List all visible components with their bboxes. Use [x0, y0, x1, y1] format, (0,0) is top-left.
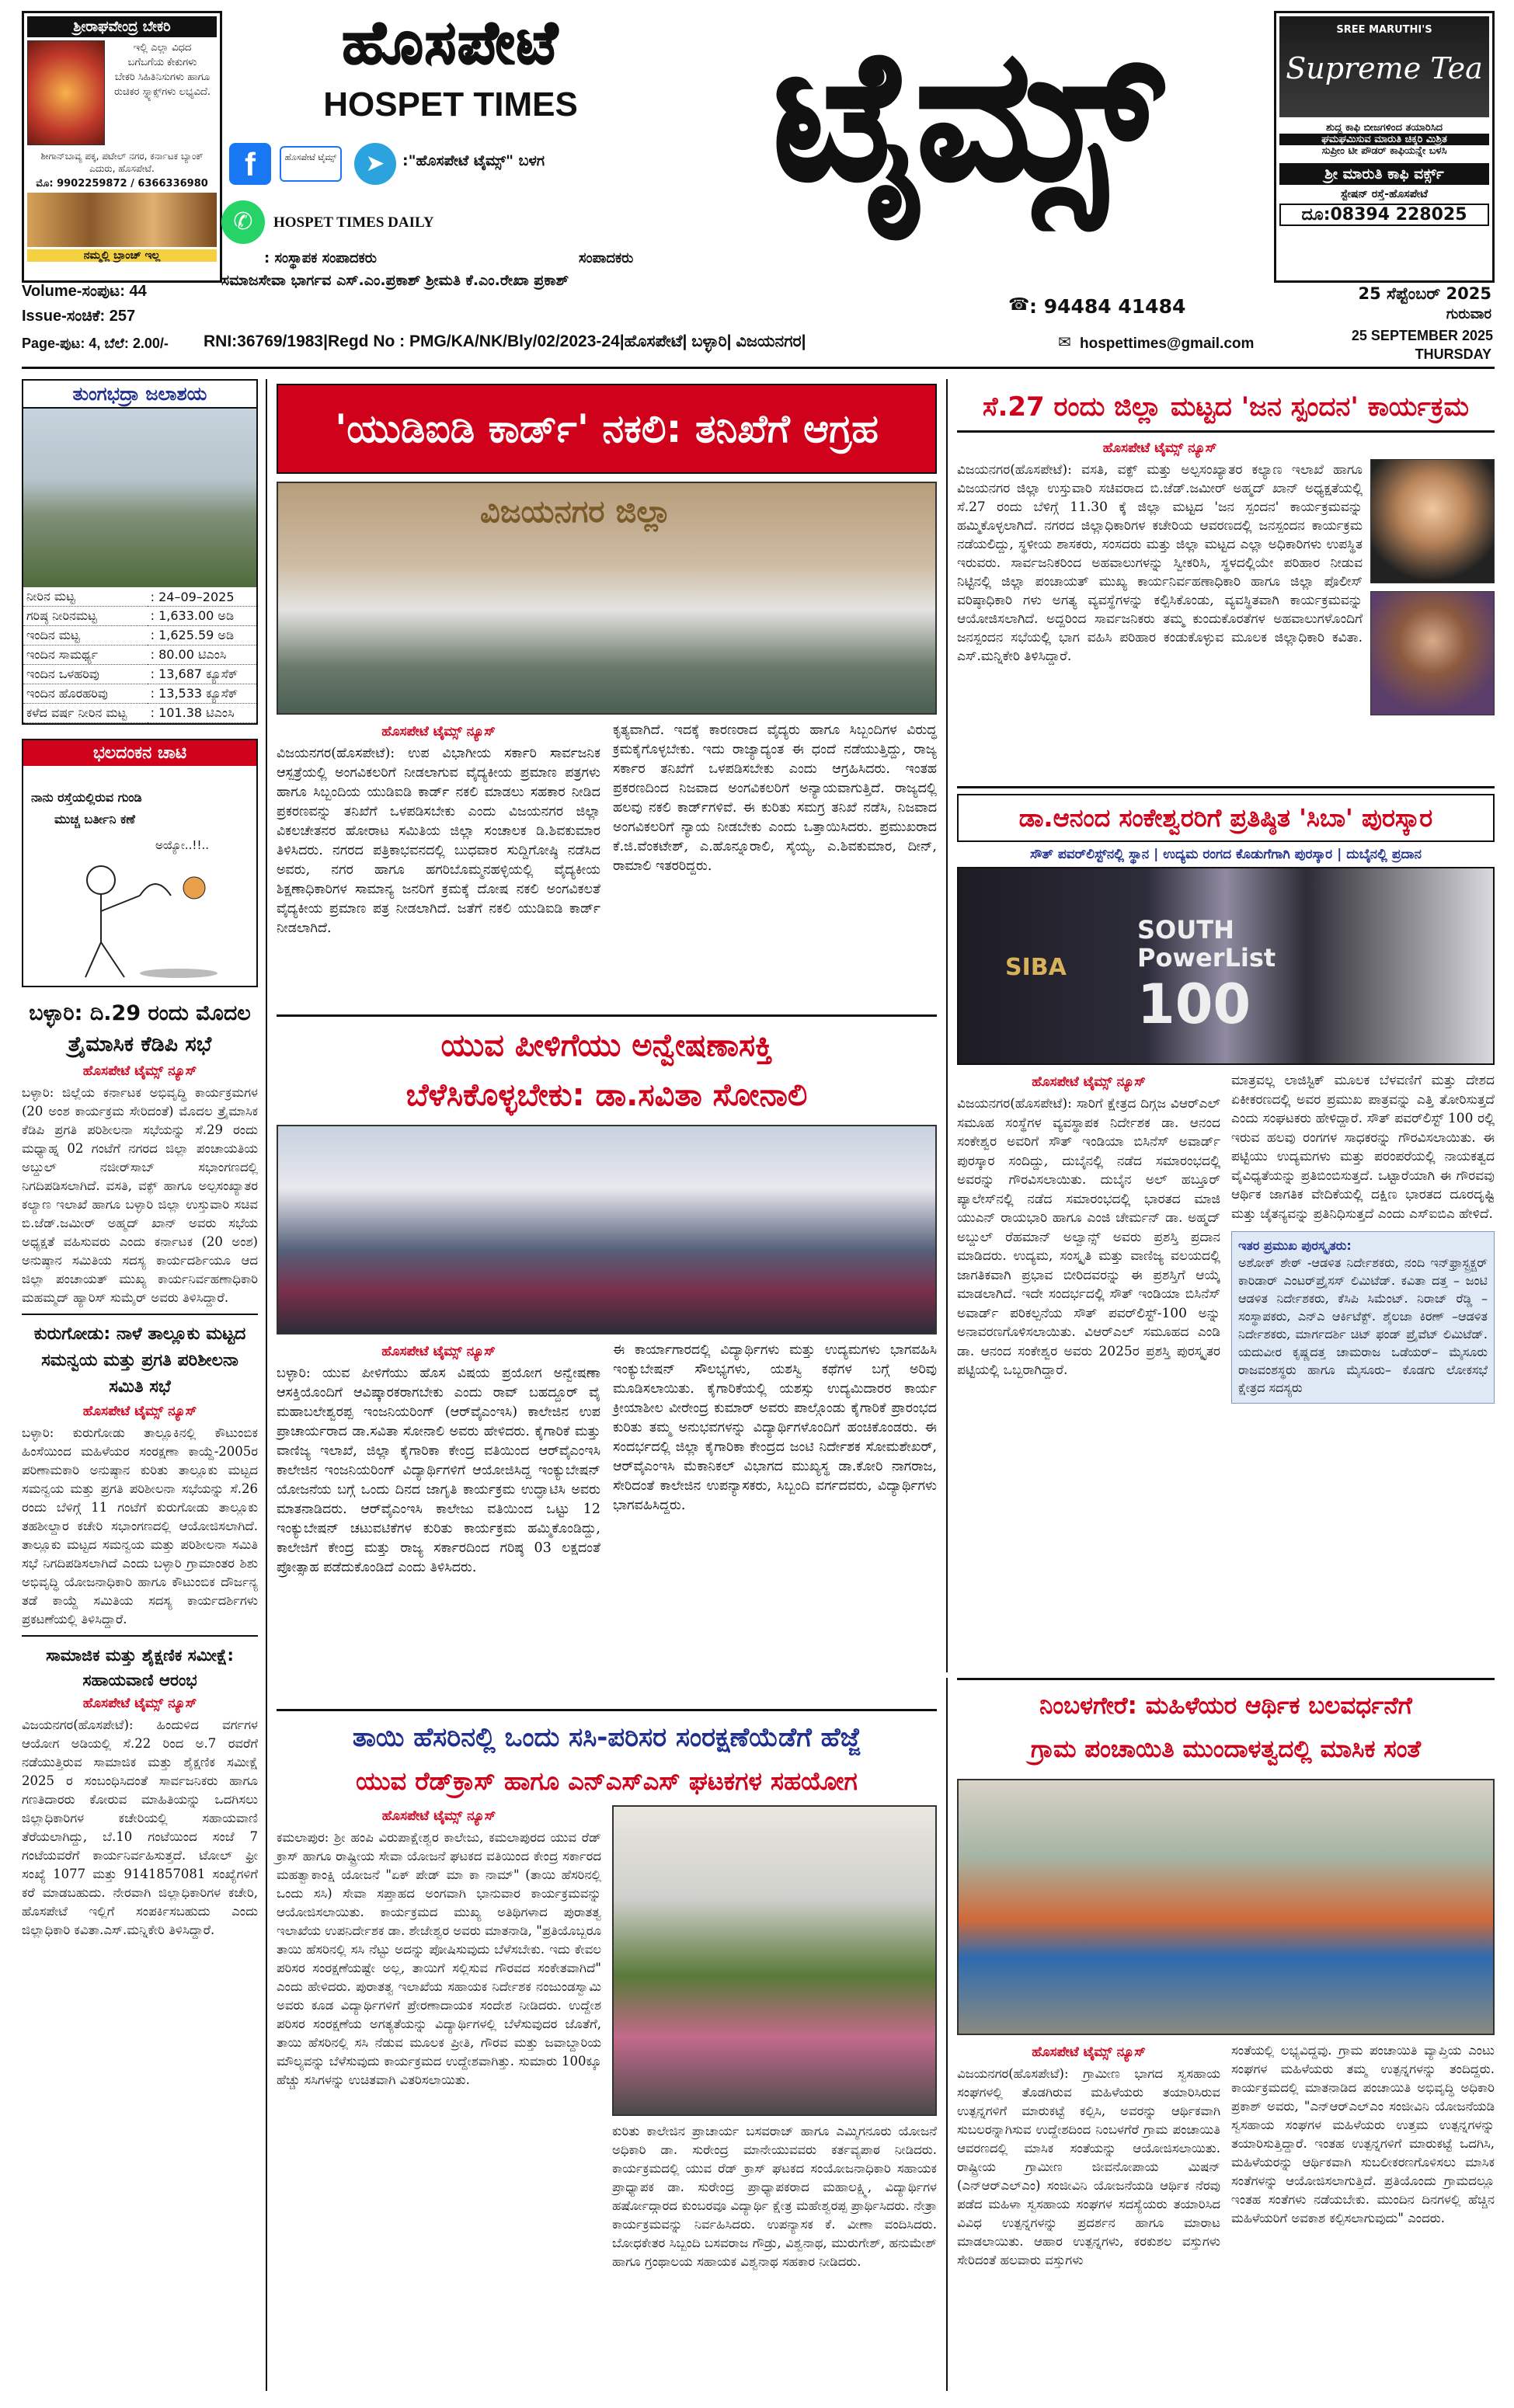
siba-body-col2: ಮಾತ್ರವಲ್ಲ ಲಾಜಿಸ್ಟಿಕ್ ಮೂಲಕ ಬೆಳವಣಿಗೆ ಮತ್ತು ದೇಶದ ಏಕೀಕರಣದಲ್ಲಿ ಅವರ ಪ್ರಮುಖ ಪಾತ್ರವನ್ನು ಎತ್ತಿ ತೋರಿಸುತ್ತದೆ ಎಂದು ಸಂಘಟಕರು ಹೇಳಿದ್ದಾರೆ. ಸೌತ್ ಪವರ್‌ಲಿಸ್ಟ್ 100 ರಲ್ಲಿ ಇರುವ ಹಲವು ರಂಗಗಳ ಸಾಧಕರನ್ನು ಗೌರವಿಸಲಾಯಿತು. ಈ ಪಟ್ಟಿಯು ಉದ್ಯಮಗಳು ಮತ್ತು ಪರಂಪರೆಯಲ್ಲಿ ನಾಯಕತ್ವದ ವೈವಿಧ್ಯತೆಯನ್ನು ಪ್ರತಿಬಿಂಬಿಸುತ್ತದೆ. ಒಟ್ಟಾರೆಯಾಗಿ ಈ ಗೌರವವು ಆರ್ಥಿಕ ಜಾಗತಿಕ ವೇದಿಕೆಯಲ್ಲಿ ದಕ್ಷಿಣ ಭಾರತದ ದೂರದೃಷ್ಟಿ ಮತ್ತು ಚೈತನ್ಯವನ್ನು ಪ್ರತಿನಿಧಿಸುತ್ತದೆ ಎಂದು ಎಸ್‌ಐಬಿಎ ಹೇಳಿದೆ.	[1231, 1073, 1495, 1222]
dam-row-label: ಇಂದಿನ ಒಳಹರಿವು	[23, 665, 148, 684]
yuva-body-col2: ಈ ಕಾರ್ಯಾಗಾರದಲ್ಲಿ ವಿದ್ಯಾರ್ಥಿಗಳು ಮತ್ತು ಉದ್ಯಮಗಳು ಭಾಗವಹಿಸಿ ಇಂಕ್ಯುಬೇಷನ್ ಸೌಲಭ್ಯಗಳು, ಯಶಸ್ವಿ ಕಥೆಗಳ ಬಗ್ಗೆ ಅರಿವು ಮೂಡಿಸಲಾಯಿತು. ಕೈಗಾರಿಕೆಯಲ್ಲಿ ಯಶಸ್ಸು ಉದ್ಯಮಿದಾರರ ಕಾರ್ಯ ಕ್ರೀಯಾಶೀಲ ವೀರೇಂದ್ರ ಕುಮಾರ್ ಅವರು ಪಾಲ್ಗೊಂಡು ಕೈಗಾರಿಕೆ ಪ್ರಾರಂಭದ ಕುರಿತು ತಮ್ಮ ಅನುಭವಗಳನ್ನು ವಿದ್ಯಾರ್ಥಿಗಳೊಂದಿಗೆ ಹಂಚಿಕೊಂಡರು. ಈ ಸಂದರ್ಭದಲ್ಲಿ ಜಿಲ್ಲಾ ಕೈಗಾರಿಕಾ ಕೇಂದ್ರದ ಜಂಟಿ ನಿರ್ದೇಶಕ ಸೋಮಶೇಖರ್, ಆರ್‌ವೈಎಂಇಸಿ ಮೆಕಾನಿಕಲ್ ವಿಭಾಗದ ಮುಖ್ಯಸ್ಥ ಡಾ.ಕೋರಿ ನಾಗರಾಜ, ಸೇರಿದಂತೆ ಕಾಲೇಜಿನ ಉಪನ್ಯಾಸಕರು, ಸಿಬ್ಬಂದಿ ವರ್ಗದವರು, ವಿದ್ಯಾರ್ಥಿಗಳು ಭಾಗವಹಿಸಿದ್ದರು.	[613, 1342, 937, 1513]
day-english: THURSDAY	[1415, 346, 1491, 362]
masthead-divider	[22, 367, 1495, 369]
facebook-icon[interactable]: f	[229, 143, 271, 185]
deity-image	[27, 40, 105, 145]
minister-photo	[1370, 459, 1495, 583]
siba-photo-text: SOUTH	[1137, 915, 1234, 945]
redcross-subhead: ಯುವ ರೆಡ್‌ಕ್ರಾಸ್ ಹಾಗೂ ಎನ್‌ಎಸ್‌ಎಸ್ ಘಟಕಗಳ ಸಹಯೋಗ	[356, 1766, 858, 1796]
collector-photo	[1370, 591, 1495, 715]
yuva-byline: ಹೊಸಪೇಟೆ ಟೈಮ್ಸ್ ನ್ಯೂಸ್	[381, 1344, 496, 1359]
dam-row-label: ಕಳೆದ ವರ್ಷ ನೀರಿನ ಮಟ್ಟ	[23, 704, 148, 723]
left-article-body: ವಿಜಯನಗರ(ಹೊಸಪೇಟೆ): ಹಿಂದುಳಿದ ವರ್ಗಗಳ ಆಯೋಗ ಅಡಿಯಲ್ಲಿ ಸೆ.22 ರಿಂದ ಅ.7 ರವರೆಗೆ ನಡೆಯುತ್ತಿರುವ ಸಾಮಾಜಿಕ ಮತ್ತು ಶೈಕ್ಷಣಿಕ ಸಮೀಕ್ಷೆ 2025 ರ ಸಂಬಂಧಿಸಿದಂತೆ ಸಾರ್ವಜನಿಕರು ಹಾಗೂ ಗಣತಿದಾರರು ಕೋರುವ ಮಾಹಿತಿಯನ್ನು ಒದಗಿಸಲು ಜಿಲ್ಲಾಧಿಕಾರಿಗಳ ಕಚೇರಿಯಲ್ಲಿ ಸಹಾಯವಾಣಿ ತೆರೆಯಲಾಗಿದ್ದು, ಬೆ.10 ಗಂಟೆಯಿಂದ ಸಂಜೆ 7 ಗಂಟೆಯವರೆಗೆ ಕಾರ್ಯನಿರ್ವಹಿಸುತ್ತದೆ. ಟೋಲ್ ಫ್ರೀ ಸಂಖ್ಯೆ 1077 ಮತ್ತು 9141857081 ಸಂಖ್ಯೆಗಳಿಗೆ ಕರೆ ಮಾಡಬಹುದು. ನೇರವಾಗಿ ಜಿಲ್ಲಾಧಿಕಾರಿಗಳ ಕಚೇರಿ, ಹೊಸಪೇಟೆ ಇಲ್ಲಿಗೆ ಸಂಪರ್ಕಿಸಬಹುದು ಎಂದು ಜಿಲ್ಲಾಧಿಕಾರಿ ಕವಿತಾ.ಎಸ್.ಮನ್ನಿಕೇರಿ ತಿಳಿಸಿದ್ದಾರೆ.	[22, 1717, 258, 1937]
udid-body-col1: ವಿಜಯನಗರ(ಹೊಸಪೇಟೆ): ಉಪ ವಿಭಾಗೀಯ ಸರ್ಕಾರಿ ಸಾರ್ವಜನಿಕ ಆಸ್ಪತ್ರೆಯಲ್ಲಿ ಅಂಗವಿಕಲರಿಗೆ ನೀಡಲಾಗುವ ವೈದ್ಯಕೀಯ ಪ್ರಮಾಣ ಪತ್ರಗಳು ಹಾಗೂ ಸಿಬ್ಬಂದಿಯ ಯುಡಿಐಡಿ ಕಾರ್ಡ್ ನಕಲಿ ಮಾಡಲು ಸಹಕಾರ ನೀಡಿದ ಪ್ರಕರಣವನ್ನು ತನಿಖೆಗೆ ಒಳಪಡಿಸಬೇಕು ಎಂದು ವಿಜಯನಗರ ಜಿಲ್ಲಾ ವಿಕಲಚೇತನರ ಹೋರಾಟ ಸಮಿತಿಯ ಜಿಲ್ಲಾ ಸಂಚಾಲಕ ಡಿ.ಶಿವಕುಮಾರ ತಿಳಿಸಿದರು. ನಗರದ ಪತ್ರಿಕಾಭವನದಲ್ಲಿ ಬುಧವಾರ ಸುದ್ದಿಗೋಷ್ಠಿ ನಡೆಸಿದ ಅವರು, ನಗರ ಹಾಗೂ ಹಗರಿಬೊಮ್ಮನಹಳ್ಳಿಯಲ್ಲಿ ವೈದ್ಯಕೀಯ ಶಿಕ್ಷಣಾಧಿಕಾರಿಗಳ ಸಾಮಾನ್ಯ ಜನರಿಗೆ ಕ್ರಮಕ್ಕೆ ದೋಷ ನಕಲಿ ಅಂಗವಿಕಲತೆ ವೈದ್ಯಕೀಯ ಪ್ರಮಾಣ ಪತ್ರ ನೀಡಲಾಗಿದೆ. ಜತೆಗೆ ನಕಲಿ ಯುಡಿಐಡಿ ಕಾರ್ಡ್ ನೀಡಲಾಗಿದೆ.	[277, 746, 600, 936]
column-divider	[266, 379, 267, 2391]
siba-others-box	[1231, 1231, 1495, 1404]
left-advertisement	[22, 11, 222, 283]
udid-article	[277, 721, 937, 938]
dam-row-label: ನೀರಿನ ಮಟ್ಟ	[23, 587, 148, 607]
left-ad-line: ಬಗೆಬಗೆಯ ಕೇಕುಗಳು	[127, 57, 197, 68]
masthead-name-right: ಟೈಮ್ಸ್	[773, 12, 1161, 220]
dam-row-value: : 80.00 ಟಿಎಂಸಿ	[148, 645, 256, 665]
nimbalagere-body-col2: ಸಂತೆಯಲ್ಲಿ ಲಭ್ಯವಿದ್ದವು. ಗ್ರಾಮ ಪಂಚಾಯಿತಿ ವ್ಯಾಪ್ತಿಯ ಎಂಟು ಸಂಘಗಳ ಮಹಿಳೆಯರು ತಮ್ಮ ಉತ್ಪನ್ನಗಳನ್ನು ತಂದಿದ್ದರು. ಕಾರ್ಯಕ್ರಮದಲ್ಲಿ ಮಾತನಾಡಿದ ಪಂಚಾಯಿತಿ ಅಭಿವೃದ್ಧಿ ಅಧಿಕಾರಿ ಪ್ರಕಾಶ್ ಅವರು, "ಎನ್‌ಆರ್‌ಎಲ್‌ಎಂ ಸಂಜೀವಿನಿ ಯೋಜನೆಯಡಿ ಸ್ವಸಹಾಯ ಸಂಘಗಳ ಮಹಿಳೆಯರು ಉತ್ತಮ ಉತ್ಪನ್ನಗಳನ್ನು ತಯಾರಿಸುತ್ತಿದ್ದಾರೆ. ಇಂತಹ ಉತ್ಪನ್ನಗಳಿಗೆ ಮಾರುಕಟ್ಟೆ ಒದಗಿಸಿ, ಮಹಿಳೆಯರನ್ನು ಆರ್ಥಿಕವಾಗಿ ಸುಬಲೀಕರಣಗೊಳಿಸಲು ಮಾಸಿಕ ಸಂತೆಗಳನ್ನು ಆಯೋಜಿಸಲಾಗುತ್ತಿದೆ. ಪ್ರತಿಯೊಂದು ಗ್ರಾಮದಲ್ಲೂ ಇಂತಹ ಸಂತೆಗಳು ನಡೆಯಬೇಕು. ಮುಂದಿನ ದಿನಗಳಲ್ಲಿ ಹೆಚ್ಚಿನ ಮಹಿಳೆಯರಿಗೆ ಅವಕಾಶ ಕಲ್ಪಿಸಲಾಗುವುದು" ಎಂದರು.	[1231, 2043, 1495, 2225]
redcross-photo	[612, 1805, 937, 2116]
tea-shop-address: ಸ್ಟೇಷನ್ ರಸ್ತೆ-ಹೊಸಪೇಟೆ	[1340, 188, 1429, 200]
dam-row-label: ಇಂದಿನ ಮಟ್ಟ	[23, 626, 148, 645]
divider	[957, 786, 1495, 788]
dam-row-value: : 1,625.59 ಅಡಿ	[148, 626, 256, 645]
telegram-group-label: :"ಹೊಸಪೇಟೆ ಟೈಮ್ಸ್" ಬಳಗ	[402, 152, 545, 169]
udid-body-col2: ಕೃತ್ಯವಾಗಿದೆ. ಇದಕ್ಕೆ ಕಾರಣರಾದ ವೈದ್ಯರು ಹಾಗೂ ಸಿಬ್ಬಂದಿಗಳ ವಿರುದ್ಧ ಕ್ರಮಕೈಗೊಳ್ಳಬೇಕು. ಇದು ರಾಜ್ಯಾದ್ಯಂತ ಈ ಧಂದೆ ನಡೆಯುತ್ತಿದ್ದು, ರಾಜ್ಯ ಸರ್ಕಾರ ತನಿಖೆಗೆ ಒಳಪಡಿಸಬೇಕು ಎಂದು ಆಗ್ರಹಿಸಿದರು. ಇಂತಹ ಪ್ರಕರಣದಿಂದ ನಿಜವಾದ ಅಂಗವಿಕಲರಿಗೆ ಅನ್ಯಾಯವಾಗುತ್ತಿದೆ. ರಾಜ್ಯದಲ್ಲಿ ಹಲವು ನಕಲಿ ಕಾರ್ಡ್‌ಗಳಿವೆ. ಈ ಕುರಿತು ಸಮಗ್ರ ತನಿಖೆ ನಡೆಸಿ, ನಿಜವಾದ ಅಂಗವಿಕಲರಿಗೆ ನ್ಯಾಯ ನೀಡಬೇಕು ಎಂದು ಒತ್ತಾಯಿಸಿದರು. ಪ್ರಮುಖರಾದ ಕೆ.ಜಿ.ವೆಂಕಟೇಶ್, ಎ.ಹೊನ್ನೂರಾಲಿ, ಸೈಯ್ಯ, ಎ.ಶಿವಕುಮಾರ, ದೀನ್, ರಾಮಾಲಿ ಇತರರಿದ್ದರು.	[613, 722, 937, 874]
mail-icon: ✉	[1058, 332, 1071, 351]
page-price: Page-ಪುಟ: 4, ಬೆಲೆ: 2.00/-	[22, 336, 169, 351]
dam-row-value: : 101.38 ಟಿಎಂಸಿ	[148, 704, 256, 723]
dam-row-value: : 24–09–2025	[148, 587, 256, 607]
yuva-headline-2: ಬೆಳೆಸಿಕೊಳ್ಳಬೇಕು: ಡಾ.ಸವಿತಾ ಸೋನಾಲಿ	[405, 1077, 808, 1113]
telegram-icon[interactable]: ➤	[354, 143, 396, 185]
redcross-byline: ಹೊಸಪೇಟೆ ಟೈಮ್ಸ್ ನ್ಯೂಸ್	[381, 1808, 496, 1824]
left-article-byline: ಹೊಸಪೇಟೆ ಟೈಮ್ಸ್ ನ್ಯೂಸ್	[82, 1063, 197, 1079]
tea-logo	[1279, 16, 1489, 117]
masthead-name-english: HOSPET TIMES	[323, 85, 578, 124]
left-article-title: ಬಳ್ಳಾರಿ: ದಿ.29 ರಂದು ಮೊದಲ ತ್ರೈಮಾಸಿಕ ಕೆಡಿಪಿ ಸಭೆ	[29, 1001, 251, 1056]
dam-title: ತುಂಗಭದ್ರಾ ಜಲಾಶಯ	[23, 381, 256, 409]
volume: Volume-ಸಂಪುಟ: 44	[22, 283, 147, 300]
tea-shop-phone: ದೂ:08394 228025	[1279, 204, 1489, 226]
editors-names: ಸಮಾಜಸೇವಾ ಭಾರ್ಗವ ಎಸ್.ಎಂ.ಪ್ರಕಾಶ್ ಶ್ರೀಮತಿ ಕೆ.ಎಂ.ರೇಖಾ ಪ್ರಕಾಶ್	[221, 272, 569, 289]
cartoon-title: ಭಲದಂಕನ ಚಾಟಿ	[23, 740, 256, 766]
dam-image	[23, 409, 256, 587]
siba-others-title: ಇತರ ಪ್ರಮುಖ ಪುರಸ್ಕೃತರು:	[1238, 1238, 1352, 1253]
left-article-byline: ಹೊಸಪೇಟೆ ಟೈಮ್ಸ್ ನ್ಯೂಸ್	[82, 1404, 197, 1419]
date-kannada: 25 ಸೆಪ್ಟೆಂಬರ್ 2025	[1358, 284, 1491, 303]
siba-subhead: ಸೌತ್ ಪವರ್‌ಲಿಸ್ಟ್‌ನಲ್ಲಿ ಸ್ಥಾನ | ಉದ್ಯಮ ರಂಗದ ಕೊಡುಗೆಗಾಗಿ ಪುರಸ್ಕಾರ | ದುಬೈನಲ್ಲಿ ಪ್ರದಾನ	[957, 842, 1495, 867]
cartoon-drawing	[39, 849, 241, 981]
janaspandana-article	[957, 384, 1495, 715]
phone-icon: ☎	[1008, 295, 1030, 315]
dam-row-label: ಇಂದಿನ ಸಾಮರ್ಥ್ಯ	[23, 645, 148, 665]
siba-photo-text: 100	[1137, 973, 1251, 1036]
left-article	[22, 1321, 258, 1629]
udid-photo	[277, 482, 937, 715]
janaspandana-headline: ಸೆ.27 ರಂದು ಜಿಲ್ಲಾ ಮಟ್ಟದ 'ಜನ ಸ್ಪಂದನ' ಕಾರ್ಯಕ್ರಮ	[957, 384, 1495, 433]
left-ad-mobile: ಮೊ: 9902259872 / 6366336980	[36, 178, 208, 190]
tea-brand-top: SREE MARUTHI'S	[1336, 24, 1432, 36]
left-ad-address: ಶೀಗಾನ್‌ಬಾವ್ಯ ಪಕ್ಕ, ಪಟೇಲ್ ನಗರ, ಕರ್ನಾಟಕ ಬ್ಯಾಂಕ್ ಎದುರು, ಹೊಸಪೇಟೆ.	[40, 151, 204, 174]
facebook-page-label[interactable]: ಹೊಸಪೇಟೆ ಟೈಮ್ಸ್	[280, 146, 342, 182]
column-divider	[946, 1678, 948, 2391]
tea-shop-name: ಶ್ರೀ ಮಾರುತಿ ಕಾಫಿ ವರ್ಕ್ಸ್	[1279, 163, 1489, 185]
left-article	[22, 1643, 258, 1940]
issue: Issue-ಸಂಚಿಕೆ: 257	[22, 308, 136, 325]
phone-number: : 94484 41484	[1029, 295, 1186, 318]
divider	[277, 1014, 937, 1017]
udid-byline: ಹೊಸಪೇಟೆ ಟೈಮ್ಸ್ ನ್ಯೂಸ್	[381, 724, 496, 739]
left-article-body: ಬಳ್ಳಾರಿ: ಜಿಲ್ಲೆಯ ಕರ್ನಾಟಕ ಅಭಿವೃದ್ಧಿ ಕಾರ್ಯಕ್ರಮಗಳ (20 ಅಂಶ ಕಾರ್ಯಕ್ರಮ ಸೇರಿದಂತೆ) ಮೊದಲ ತ್ರೈಮಾಸಿಕ ಕೆಡಿಪಿ ಪ್ರಗತಿ ಪರಿಶೀಲನಾ ಸಭೆಯನ್ನು ಸೆ.29 ರಂದು ಮಧ್ಯಾಹ್ನ 02 ಗಂಟೆಗೆ ನಗರದ ಜಿಲ್ಲಾ ಪಂಚಾಯತಿಯ ಅಬ್ದುಲ್ ನಜೀರ್‌ಸಾಬ್ ಸಭಾಂಗಣದಲ್ಲಿ ನಿಗದಿಪಡಿಸಲಾಗಿದೆ. ವಸತಿ, ವಕ್ಫ್ ಹಾಗೂ ಅಲ್ಪಸಂಖ್ಯಾತರ ಕಲ್ಯಾಣ ಇಲಾಖೆ ಹಾಗೂ ಬಳ್ಳಾರಿ ಜಿಲ್ಲಾ ಉಸ್ತುವಾರಿ ಸಚಿವ ಬಿ.ಜೆಡ್.ಜಮೀರ್ ಅಹ್ಮದ್ ಖಾನ್ ಅವರು ಸಭೆಯ ಅಧ್ಯಕ್ಷತೆ ವಹಿಸುವರು ಎಂದು ಕರ್ನಾಟಕ (20 ಅಂಶ) ಅನುಷ್ಠಾನ ಸಮಿತಿಯ ಸದಸ್ಯ ಕಾರ್ಯದರ್ಶಿಯೂ ಆದ ಜಿಲ್ಲಾ ಪಂಚಾಯತ್ ಮುಖ್ಯ ಕಾರ್ಯನಿರ್ವಹಣಾಧಿಕಾರಿ ಮಹಮ್ಮದ್ ಹ್ಯಾರಿಸ್ ಸುಮೈರ್ ಅವರು ತಿಳಿಸಿದ್ದಾರೆ.	[22, 1085, 258, 1305]
left-article-title: ಕುರುಗೋಡು: ನಾಳೆ ತಾಲ್ಲೂಕು ಮಟ್ಟದ ಸಮನ್ವಯ ಮತ್ತು ಪ್ರಗತಿ ಪರಿಶೀಲನಾ ಸಮಿತಿ ಸಭೆ	[33, 1324, 246, 1397]
redcross-body-col1: ಕಮಲಾಪುರ: ಶ್ರೀ ಹಂಪಿ ವಿರುಪಾಕ್ಷೇಶ್ವರ ಕಾಲೇಜು, ಕಮಲಾಪುರದ ಯುವ ರೆಡ್ ಕ್ರಾಸ್ ಹಾಗೂ ರಾಷ್ಟ್ರೀಯ ಸೇವಾ ಯೋಜನೆ ಘಟಕದ ವತಿಯಿಂದ ಕೇಂದ್ರ ಸರ್ಕಾರದ ಮಹತ್ವಾಕಾಂಕ್ಷಿ ಯೋಜನೆ "ಏಕ್ ಪೇಡ್ ಮಾ ಕಾ ನಾಮ್" (ತಾಯಿ ಹೆಸರಿನಲ್ಲಿ ಒಂದು ಸಸಿ) ಸೇವಾ ಸಪ್ತಾಹದ ಅಂಗವಾಗಿ ಭಾನುವಾರ ಕಾರ್ಯಕ್ರಮವನ್ನು ಆಯೋಜಿಸಲಾಯಿತು. ಕಾರ್ಯಕ್ರಮದ ಮುಖ್ಯ ಅತಿಥಿಗಳಾದ ಪುರಾತತ್ವ ಇಲಾಖೆಯ ಉಪನಿರ್ದೇಶಕ ಡಾ. ಶೇಜೇಶ್ವರ ಅವರು ಮಾತನಾಡಿ, "ಪ್ರತಿಯೊಬ್ಬರೂ ತಾಯಿ ಹೆಸರಿನಲ್ಲಿ ಸಸಿ ನೆಟ್ಟು ಅದನ್ನು ಪೋಷಿಸುವುದು ಬೆಳೆಸಬೇಕು. ಇದು ಕೇವಲ ಪರಿಸರ ಸಂರಕ್ಷಣೆಯಷ್ಟೇ ಅಲ್ಲ, ತಾಯಿಗೆ ಸಲ್ಲಿಸುವ ಗೌರವದ ಸಂಕೇತವಾಗಿದೆ" ಎಂದು ಹೇಳಿದರು. ಪುರಾತತ್ವ ಇಲಾಖೆಯ ಸಹಾಯಕ ನಿರ್ದೇಶಕ ನಂಜುಂಡಸ್ವಾಮಿ ಅವರು ಕೂಡ ವಿದ್ಯಾರ್ಥಿಗಳಿಗೆ ಪ್ರೇರಣಾದಾಯಕ ಸಂದೇಶ ನೀಡಿದರು. ಉದ್ದೇಶ ಪರಿಸರ ಸಂರಕ್ಷಣೆಯ ಅಗತ್ಯತೆಯನ್ನು ವಿದ್ಯಾರ್ಥಿಗಳಲ್ಲಿ ಬೆಳೆಸುವುದರ ಜೊತೆಗೆ, ತಾಯಿ ಹೆಸರಿನಲ್ಲಿ ಸಸಿ ನೆಡುವ ಮೂಲಕ ಪ್ರೀತಿ, ಗೌರವ ಮತ್ತು ಜವಾಬ್ದಾರಿಯ ಮೌಲ್ಯವನ್ನು ಬೆಳೆಸುವುದು ಕಾರ್ಯಕ್ರಮದ ಉದ್ದೇಶವಾಗಿತ್ತು. ಸುಮಾರು 100ಕ್ಕೂ ಹೆಚ್ಚು ಸಸಿಗಳನ್ನು ಉಚಿತವಾಗಿ ವಿತರಿಸಲಾಯಿತು.	[277, 1830, 601, 2087]
siba-article	[957, 794, 1495, 1404]
udid-headline-box	[277, 384, 937, 474]
redcross-article	[277, 1715, 937, 2271]
janaspandana-body: ವಿಜಯನಗರ(ಹೊಸಪೇಟೆ): ವಸತಿ, ವಕ್ಫ್ ಮತ್ತು ಅಲ್ಪಸಂಖ್ಯಾತರ ಕಲ್ಯಾಣ ಇಲಾಖೆ ಹಾಗೂ ವಿಜಯನಗರ ಜಿಲ್ಲಾ ಉಸ್ತುವಾರಿ ಸಚಿವರಾದ ಬಿ.ಜೆಡ್.ಜಮೀರ್ ಅಹ್ಮದ್ ಖಾನ್ ಅಧ್ಯಕ್ಷತೆಯಲ್ಲಿ ಸೆ.27 ರಂದು ಬೆಳಿಗ್ಗೆ 11.30 ಕ್ಕೆ ಜಿಲ್ಲಾ ಮಟ್ಟದ 'ಜನ ಸ್ಪಂದನ' ಕಾರ್ಯಕ್ರಮವನ್ನು ಹಮ್ಮಿಕೊಳ್ಳಲಾಗಿದೆ. ನಗರದ ಜಿಲ್ಲಾಧಿಕಾರಿಗಳ ಕಚೇರಿಯ ಆವರಣದಲ್ಲಿ ಜನಸ್ಪಂದನ ಕಾರ್ಯಕ್ರಮ ನಡೆಯಲಿದ್ದು, ಸ್ಥಳೀಯ ಶಾಸಕರು, ಸಂಸದರು ಮತ್ತು ಜಿಲ್ಲಾ ಮಟ್ಟದ ಎಲ್ಲಾ ಅಧಿಕಾರಿಗಳು ಉಪಸ್ಥಿತ ಇರುವರು. ಸಾರ್ವಜನಿಕರಿಂದ ಅಹವಾಲುಗಳನ್ನು ಸ್ವೀಕರಿಸಿ, ಸ್ಥಳದಲ್ಲಿಯೇ ಪರಿಹಾರ ನೀಡುವ ನಿಟ್ಟಿನಲ್ಲಿ ಜಿಲ್ಲಾ ಪಂಚಾಯತ್ ಮುಖ್ಯ ಕಾರ್ಯನಿರ್ವಹಣಾಧಿಕಾರಿ ಹಾಗೂ ಜಿಲ್ಲಾ ಪೊಲೀಸ್ ವರಿಷ್ಠಾಧಿಕಾರಿ ಗಳು ಅಗತ್ಯ ವ್ಯವಸ್ಥೆಗಳನ್ನು ಕಲ್ಪಿಸಿಕೊಂಡು, ವ್ಯವಸ್ಥಿತವಾಗಿ ಕಾರ್ಯಕ್ರಮವನ್ನು ಆಯೋಜಿಸಲಾಗಿದೆ. ಅದ್ದರಿಂದ ಸಾರ್ವಜನಿಕರು ತಮ್ಮ ಕುಂದುಕೊರತೆಗಳ ಅಹವಾಲುಗಳೊಂದಿಗೆ ಜನಸ್ಪಂದನ ಸಭೆಯಲ್ಲಿ ಭಾಗ ವಹಿಸಿ ಪರಿಹಾರ ಕಂಡುಕೊಳ್ಳುವ ಮೂಲಕ ಜಿಲ್ಲಾಧಿಕಾರಿ ಕವಿತಾ. ಎಸ್.ಮನ್ನಿಕೇರಿ ತಿಳಿಸಿದ್ದಾರೆ.	[957, 462, 1363, 664]
yuva-body-col1: ಬಳ್ಳಾರಿ: ಯುವ ಪೀಳಿಗೆಯು ಹೊಸ ವಿಷಯ ಪ್ರಯೋಗ ಅನ್ವೇಷಣಾ ಆಸಕ್ತಿಯೊಂದಿಗೆ ಆವಿಷ್ಕಾರಕರಾಗಬೇಕು ಎಂದು ರಾವ್ ಬಹದ್ದೂರ್ ವೈ ಮಹಾಬಲೇಶ್ವರಪ್ಪ ಇಂಜನಿಯರಿಂಗ್ (ಆರ್‌ವೈಎಂಇಸಿ) ಕಾಲೇಜಿನ ಉಪ ಪ್ರಾಚಾರ್ಯರಾದ ಡಾ.ಸವಿತಾ ಸೋನಾಲಿ ಅವರು ಹೇಳಿದರು. ಕೈಗಾರಿಕೆ ಮತ್ತು ವಾಣಿಜ್ಯ ಇಲಾಖೆ, ಜಿಲ್ಲಾ ಕೈಗಾರಿಕಾ ಕೇಂದ್ರ ವತಿಯಿಂದ ಆರ್‌ವೈಎಂಇಸಿ ಕಾಲೇಜಿನ ಇಂಜನಿಯರಿಂಗ್ ವಿದ್ಯಾರ್ಥಿಗಳಿಗೆ ಆಯೋಜಿಸಿದ್ದ ಇಂಕ್ಯುಬೇಷನ್ ಯೋಜನೆಯ ಬಗ್ಗೆ ಒಂದು ದಿನದ ಜಾಗೃತಿ ಕಾರ್ಯಕ್ರಮ ಉದ್ಘಾಟಿಸಿ ಅವರು ಮಾತನಾಡಿದರು. ಆರ್‌ವೈಎಂಇಸಿ ಕಾಲೇಜು ವತಿಯಿಂದ ಒಟ್ಟು 12 ಇಂಕ್ಯುಬೇಷನ್ ಚಟುವಟಿಕೆಗಳ ಕುರಿತು ಕಾರ್ಯಕ್ರಮ ಹಮ್ಮಿಕೊಂಡಿದ್ದು, ಕಾಲೇಜಿಗೆ ಕೇಂದ್ರ ಮತ್ತು ರಾಜ್ಯ ಸರ್ಕಾರದಿಂದ ಗರಿಷ್ಠ 03 ಲಕ್ಷದಂತೆ ಪ್ರೋತ್ಸಾಹ ಪಡೆದುಕೊಂಡಿದೆ ಎಂದು ತಿಳಿಸಿದರು.	[277, 1366, 600, 1575]
nimbalagere-byline: ಹೊಸಪೇಟೆ ಟೈಮ್ಸ್ ನ್ಯೂಸ್	[1032, 2044, 1146, 2060]
udid-headline: 'ಯುಡಿಐಡಿ ಕಾರ್ಡ್' ನಕಲಿ: ತನಿಖೆಗೆ ಆಗ್ರಹ	[335, 406, 879, 451]
left-ad-line: ಬೇಕರಿ ಸಿಹಿತಿನಿಸುಗಳು ಹಾಗೂ	[114, 71, 211, 83]
siba-photo-text: SIBA	[1005, 954, 1067, 981]
day-kannada: ಗುರುವಾರ	[1446, 306, 1491, 322]
nimbalagere-article	[957, 1684, 1495, 2270]
nimbalagere-headline-1: ನಿಂಬಳಗೇರೆ: ಮಹಿಳೆಯರ ಆರ್ಥಿಕ ಬಲವರ್ಧನೆಗೆ	[1039, 1692, 1412, 1720]
siba-body-col1: ವಿಜಯನಗರ(ಹೊಸಪೇಟೆ): ಸಾರಿಗೆ ಕ್ಷೇತ್ರದ ದಿಗ್ಗಜ ವಿಆರ್‌ಎಲ್ ಸಮೂಹ ಸಂಸ್ಥೆಗಳ ವ್ಯವಸ್ಥಾಪಕ ನಿರ್ದೇಶಕ ಡಾ. ಆನಂದ ಸಂಕೇಶ್ವರ ಅವರಿಗೆ ಸೌತ್ ಇಂಡಿಯಾ ಬಿಸಿನೆಸ್ ಅವಾರ್ಡ್ ಪುರಸ್ಕಾರ ಸಂದಿದ್ದು, ದುಬೈನಲ್ಲಿ ನಡೆದ ಸಮಾರಂಭದಲ್ಲಿ ಅವರನ್ನು ಗೌರವಿಸಲಾಯಿತು. ದುಬೈನ ಅಲ್ ಹಬ್ತೂರ್ ಪ್ಯಾಲೇಸ್‌ನಲ್ಲಿ ನಡೆದ ಸಮಾರಂಭದಲ್ಲಿ ಭಾರತದ ಮಾಜಿ ಯುಎನ್ ರಾಯಭಾರಿ ಹಾಗೂ ಎಂಜಿ ಚೇರ್ಮನ್ ಡಾ. ಅಹ್ಮದ್ ಅಬ್ದುಲ್ ರೆಹಮಾನ್ ಅಲ್ವಾನ್ಸ್ ಅವರು ಪ್ರಶಸ್ತಿ ಪ್ರದಾನ ಮಾಡಿದರು. ಉದ್ಯಮ, ಸಂಸ್ಕೃತಿ ಮತ್ತು ವಾಣಿಜ್ಯ ವಲಯದಲ್ಲಿ ಜಾಗತಿಕವಾಗಿ ಪ್ರಭಾವ ಬೀರಿದವರನ್ನು ಈ ಪ್ರಶಸ್ತಿಗೆ ಆಯ್ಕೆ ಮಾಡಲಾಗಿದೆ. ಇದೇ ಸಂದರ್ಭದಲ್ಲಿ ಸೌತ್ ಇಂಡಿಯಾ ಬಿಸಿನೆಸ್ ಅವಾರ್ಡ್ ಪರಿಕಲ್ಪನೆಯ ಸೌತ್ ಪವರ್‌ಲಿಸ್ಟ್-100 ಅನ್ನು ಅನಾವರಣಗೊಳಿಸಲಾಯಿತು. ವಿಆರ್‌ಎಲ್ ಸಮೂಹದ ಎಂಡಿ ಡಾ. ಆನಂದ ಸಂಕೇಶ್ವರ ಅವರು 2025ರ ಪ್ರಶಸ್ತಿ ಪುರಸ್ಕೃತರ ಪಟ್ಟಿಯಲ್ಲಿ ಒಬ್ಬರಾಗಿದ್ದಾರೆ.	[957, 1096, 1220, 1378]
redcross-headline: ತಾಯಿ ಹೆಸರಿನಲ್ಲಿ ಒಂದು ಸಸಿ-ಪರಿಸರ ಸಂರಕ್ಷಣೆಯೆಡೆಗೆ ಹೆಜ್ಜೆ	[352, 1722, 861, 1753]
divider	[22, 1635, 258, 1637]
divider	[22, 1314, 258, 1315]
date-english: 25 SEPTEMBER 2025	[1351, 328, 1493, 343]
left-article-title: ಸಾಮಾಜಿಕ ಮತ್ತು ಶೈಕ್ಷಣಿಕ ಸಮೀಕ್ಷೆ: ಸಹಾಯವಾಣಿ ಆರಂಭ	[46, 1646, 234, 1689]
column-divider	[946, 379, 948, 1672]
bakery-image	[27, 193, 217, 247]
dam-row-label: ಇಂದಿನ ಹೊರಹರಿವು	[23, 684, 148, 704]
siba-photo-text: PowerList	[1137, 943, 1276, 973]
udid-photo-banner: ವಿಜಯನಗರ ಜಿಲ್ಲಾ	[480, 494, 672, 530]
left-article-byline: ಹೊಸಪೇಟೆ ಟೈಮ್ಸ್ ನ್ಯೂಸ್	[82, 1696, 197, 1711]
nimbalagere-photo	[957, 1779, 1495, 2035]
cartoon-speech: ಮುಚ್ಚ ಬರ್ತೀನಿ ಕಣೆ	[54, 812, 135, 826]
janaspandana-byline: ಹೊಸಪೇಟೆ ಟೈಮ್ಸ್ ನ್ಯೂಸ್	[1102, 440, 1217, 456]
tea-ad-line: ಶುದ್ಧ ಕಾಫಿ ಬೀಜಗಳಿಂದ ತಯಾರಿಸಿದ	[1325, 122, 1443, 134]
dam-table	[23, 587, 256, 723]
left-article	[22, 998, 258, 1307]
divider	[277, 1709, 937, 1711]
right-advertisement	[1274, 11, 1495, 283]
whatsapp-icon[interactable]: ✆	[221, 200, 265, 244]
siba-headline-box	[957, 794, 1495, 842]
left-column	[22, 379, 258, 2391]
siba-photo	[957, 867, 1495, 1065]
editor-label: ಸಂಪಾದಕರು	[579, 250, 634, 266]
left-ad-title: ಶ್ರೀರಾಘವೇಂದ್ರ ಬೇಕರಿ	[27, 16, 217, 37]
dam-row-value: : 13,533 ಕ್ಯೂಸೆಕ್	[148, 684, 256, 704]
dam-row-value: : 13,687 ಕ್ಯೂಸೆಕ್	[148, 665, 256, 684]
email[interactable]: hospettimes@gmail.com	[1080, 336, 1255, 352]
siba-byline: ಹೊಸಪೇಟೆ ಟೈಮ್ಸ್ ನ್ಯೂಸ್	[1032, 1074, 1146, 1090]
yuva-photo	[277, 1125, 937, 1334]
dam-box	[22, 379, 258, 725]
left-ad-line: ರುಚಿಕರ ಸ್ನ್ಯಾಕ್ಸ್‌ಗಳು ಲಭ್ಯವಿದೆ.	[113, 86, 211, 98]
redcross-body-col2: ಕುರಿತು ಕಾಲೇಜಿನ ಪ್ರಾಚಾರ್ಯ ಬಸವರಾಜ್ ಹಾಗೂ ಎಮ್ಮಿಗನೂರು ಯೋಜನೆ ಅಧಿಕಾರಿ ಡಾ. ಸುರೇಂದ್ರ ಮಾನೇಯುವವರು ಕರ್ತವ್ಯಪಾಠ ನೀಡಿದರು. ಕಾರ್ಯಕ್ರಮದಲ್ಲಿ ಯುವ ರೆಡ್ ಕ್ರಾಸ್ ಘಟಕದ ಸಂಯೋಜನಾಧಿಕಾರಿ ಸಹಾಯಕ ಪ್ರಾಧ್ಯಾಪಕ ಡಾ. ಸುರೇಂದ್ರ ಪ್ರಾಧ್ಯಾಪಕರಾದ ಮಹಾಲಕ್ಷ್ಮಿ, ವಿದ್ಯಾರ್ಥಿಗಳ ಹರ್ಷೋದ್ಗಾರದ ಕುಂಬರವೂ ವಿದ್ಯಾರ್ಥಿ ಕ್ಷೇತ್ರ ಮಹೇಶ್ವರಪ್ಪ ಪ್ರಾರ್ಥಿಸಿದರು. ನೇತ್ರಾ ಕಾರ್ಯಕ್ರಮವನ್ನು ನಿರ್ವಹಿಸಿದರು. ಉಪನ್ಯಾಸಕ ಕೆ. ವೀಣಾ ವಂದಿಸಿದರು. ಬೋಧಕೇತರ ಸಿಬ್ಬಂದಿ ಬಸವರಾಜ ಗೌಡ್ರು, ವಿಶ್ವನಾಥ, ಮುರುಗೇಶ್, ಹನುಮೇಶ್ ಹಾಗೂ ಗ್ರಂಥಾಲಯ ಸಹಾಯಕ ವಿಶ್ವನಾಥ ಸಹಕಾರ ನೀಡಿದರು.	[612, 2124, 937, 2269]
dam-row-label: ಗರಿಷ್ಠ ನೀರಿನಮಟ್ಟ	[23, 607, 148, 626]
nimbalagere-headline-2: ಗ್ರಾಮ ಪಂಚಾಯಿತಿ ಮುಂದಾಳತ್ವದಲ್ಲಿ ಮಾಸಿಕ ಸಂತೆ	[1030, 1735, 1422, 1763]
whatsapp-label: HOSPET TIMES DAILY	[273, 214, 434, 231]
divider	[957, 1678, 1495, 1680]
nimbalagere-body-col1: ವಿಜಯನಗರ(ಹೊಸಪೇಟೆ): ಗ್ರಾಮೀಣ ಭಾಗದ ಸ್ವಸಹಾಯ ಸಂಘಗಳಲ್ಲಿ ತೊಡಗಿರುವ ಮಹಿಳೆಯರು ತಯಾರಿಸಿರುವ ಉತ್ಪನ್ನಗಳಿಗೆ ಮಾರುಕಟ್ಟೆ ಕಲ್ಪಿಸಿ, ಅವರನ್ನು ಆರ್ಥಿಕವಾಗಿ ಸುಬಲರನ್ನಾಗಿಸುವ ಉದ್ದೇಶದಿಂದ ನಿಂಬಳಗೆರೆ ಗ್ರಾಮ ಪಂಚಾಯಿತಿ ಆವರಣದಲ್ಲಿ ಮಾಸಿಕ ಸಂತೆಯನ್ನು ಆಯೋಜಿಸಲಾಯಿತು. ರಾಷ್ಟ್ರೀಯ ಗ್ರಾಮೀಣ ಜೀವನೋಪಾಯ ಮಿಷನ್ (ಎನ್‌ಆರ್‌ಎಲ್‌ಎಂ) ಸಂಜೀವಿನಿ ಯೋಜನೆಯಡಿ ಆರ್ಥಿಕ ನೆರವು ಪಡೆದ ಮಹಿಳಾ ಸ್ವಸಹಾಯ ಸಂಘಗಳ ಸದಸ್ಯೆಯರು ತಯಾರಿಸಿದ ವಿವಿಧ ಉತ್ಪನ್ನಗಳನ್ನು ಪ್ರದರ್ಶನ ಹಾಗೂ ಮಾರಾಟ ಮಾಡಲಾಯಿತು. ಆಹಾರ ಉತ್ಪನ್ನಗಳು, ಕರಕುಶಲ ವಸ್ತುಗಳು ಸೇರಿದಂತೆ ಹಲವಾರು ವಸ್ತುಗಳು	[957, 2066, 1220, 2267]
cartoon-speech: ಅಯ್ಯೋ..!!..	[155, 838, 209, 852]
siba-others-body: ಅಶೋಕ್ ಶೇಠ್ -ಆಡಳಿತ ನಿರ್ದೇಶಕರು, ನಂದಿ ಇನ್‌ಫ್ರಾಸ್ಟ್ರಕ್ಚರ್ ಕಾರಿಡಾರ್ ಎಂಟರ್‌ಪ್ರೈಸಸ್ ಲಿಮಿಟೆಡ್. ಕವಿತಾ ದತ್ತ – ಜಂಟಿ ಆಡಳಿತ ನಿರ್ದೇಶಕರು, ಕೆಸಿಪಿ ಸಿಮೆಂಟ್. ನಿರಾಜ್ ರೆಡ್ಡಿ – ಸಂಸ್ಥಾಪಕರು, ಎನ್‌ಎ ಆರ್ಕಿಟೆಕ್ಟ್. ಶೈಲಜಾ ಕಿರಣ್ –ಆಡಳಿತ ನಿರ್ದೇಶಕರು, ಮಾರ್ಗದರ್ಶಿ ಚಿಟ್ ಫಂಡ್ ಪ್ರೈವೆಟ್ ಲಿಮಿಟೆಡ್. ಯದುವೀರ ಕೃಷ್ಣದತ್ತ ಚಾಮರಾಜ ಒಡೆಯರ್– ಮೈಸೂರು ರಾಜವಂಶಸ್ಥರು ಹಾಗೂ ಮೈಸೂರು– ಕೊಡಗು ಲೋಕಸಭೆ ಕ್ಷೇತ್ರದ ಸದಸ್ಯರು	[1238, 1255, 1488, 1395]
tea-brand: Supreme Tea	[1286, 51, 1483, 85]
left-article-body: ಬಳ್ಳಾರಿ: ಕುರುಗೋಡು ತಾಲ್ಲೂಕಿನಲ್ಲಿ ಕೌಟುಂಬಿಕ ಹಿಂಸೆಯಿಂದ ಮಹಿಳೆಯರ ಸಂರಕ್ಷಣಾ ಕಾಯ್ದೆ-2005ರ ಪರಿಣಾಮಕಾರಿ ಅನುಷ್ಠಾನ ಕುರಿತು ತಾಲ್ಲೂಕು ಮಟ್ಟದ ಸಮನ್ವಯ ಮತ್ತು ಪ್ರಗತಿ ಪರಿಶೀಲನಾ ಸಭೆಯನ್ನು ಸೆ.26 ರಂದು ಬೆಳಿಗ್ಗೆ 11 ಗಂಟೆಗೆ ಕುರುಗೋಡು ತಾಲ್ಲೂಕು ತಹಶೀಲ್ದಾರ ಕಚೇರಿ ಸಭಾಂಗಣದಲ್ಲಿ ಆಯೋಜಿಸಲಾಗಿದೆ. ತಾಲ್ಲೂಕು ಮಟ್ಟದ ಸಮನ್ವಯ ಮತ್ತು ಪರಿಶೀಲನಾ ಸಮಿತಿ ಸಭೆ ನಿಗದಿಪಡಿಸಲಾಗಿದೆ ಎಂದು ಬಳ್ಳಾರಿ ಗ್ರಾಮಾಂತರ ಶಿಶು ಅಭಿವೃದ್ಧಿ ಯೋಜನಾಧಿಕಾರಿ ಹಾಗೂ ಕೌಟುಂಬಿಕ ದೌರ್ಜನ್ಯ ತಡೆ ಕಾಯ್ದೆ ಸಮಿತಿಯ ಸದಸ್ಯ ಕಾರ್ಯದರ್ಶಿಗಳು ಪ್ರಕಟಣೆಯಲ್ಲಿ ತಿಳಿಸಿದ್ದಾರೆ.	[22, 1425, 258, 1627]
founder-label: : ಸಂಸ್ಥಾಪಕ ಸಂಪಾದಕರು	[264, 250, 378, 266]
cartoon-box	[22, 739, 258, 987]
tea-ad-line: ಸುಪ್ರೀಂ ಟೀ ಪೌಡರ್ ಕಾಫಿಯನ್ನೇ ಬಳಸಿ	[1321, 145, 1447, 157]
tea-ad-line: ಘಮಘಮಿಸುವ ಮಾರುತಿ ಚಿಕ್ಕರಿ ಮಿಶ್ರಿತ	[1279, 134, 1489, 145]
registration-line: RNI:36769/1983|Regd No : PMG/KA/NK/Bly/02/2023-24|ಹೊಸಪೇಟೆ| ಬಳ್ಳಾರಿ| ವಿಜಯನಗರ|	[204, 332, 806, 350]
yuva-article	[277, 1021, 937, 1578]
yuva-headline-1: ಯುವ ಪೀಳಿಗೆಯು ಅನ್ವೇಷಣಾಸಕ್ತಿ	[440, 1028, 773, 1063]
cartoon-speech: ನಾನು ರಸ್ತೆಯಲ್ಲಿರುವ ಗುಂಡಿ	[31, 790, 142, 805]
siba-headline: ಡಾ.ಆನಂದ ಸಂಕೇಶ್ವರರಿಗೆ ಪ್ರತಿಷ್ಠಿತ 'ಸಿಬಾ' ಪುರಸ್ಕಾರ	[1018, 803, 1433, 833]
left-ad-line: ಇಲ್ಲಿ ಎಲ್ಲಾ ವಿಧದ	[133, 42, 192, 54]
masthead-name-left: ಹೊಸಪೇಟೆ	[342, 8, 559, 77]
dam-row-value: : 1,633.00 ಅಡಿ	[148, 607, 256, 626]
left-ad-footer: ನಮ್ಮಲ್ಲಿ ಬ್ರಾಂಚ್ ಇಲ್ಲ	[27, 249, 217, 262]
